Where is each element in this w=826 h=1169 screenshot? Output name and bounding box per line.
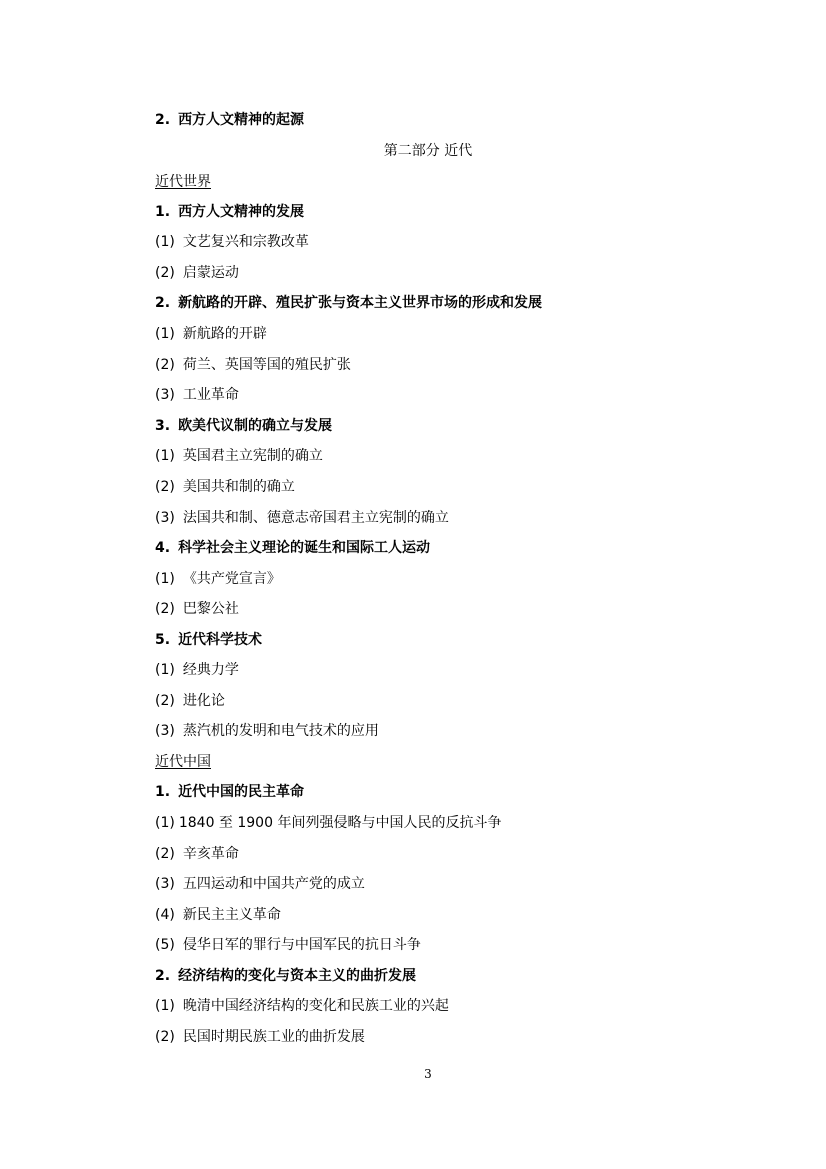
list-item: (1) 《共产党宣言》 bbox=[155, 571, 281, 587]
topic-heading: 2. 经济结构的变化与资本主义的曲折发展 bbox=[155, 968, 417, 984]
topic-heading: 1. 近代中国的民主革命 bbox=[155, 784, 305, 800]
list-item: (2) 巴黎公社 bbox=[155, 601, 239, 617]
list-item: (2) 进化论 bbox=[155, 693, 225, 709]
list-item: (5) 侵华日军的罪行与中国军民的抗日斗争 bbox=[155, 937, 421, 953]
list-item: (2) 荷兰、英国等国的殖民扩张 bbox=[155, 357, 351, 373]
list-item: (3) 工业革命 bbox=[155, 387, 239, 403]
topic-heading: 1. 西方人文精神的发展 bbox=[155, 204, 305, 220]
pre-heading-text: 西方人文精神的起源 bbox=[178, 112, 305, 128]
list-item: (3) 五四运动和中国共产党的成立 bbox=[155, 876, 365, 892]
list-item: (3) 法国共和制、德意志帝国君主立宪制的确立 bbox=[155, 510, 449, 526]
list-item: (1) 晚清中国经济结构的变化和民族工业的兴起 bbox=[155, 998, 449, 1014]
pre-heading-num: 2. bbox=[155, 112, 171, 128]
section-heading-modern-world: 近代世界 bbox=[155, 174, 211, 190]
topic-heading: 2. 新航路的开辟、殖民扩张与资本主义世界市场的形成和发展 bbox=[155, 295, 543, 311]
topic-heading: 5. 近代科学技术 bbox=[155, 632, 263, 648]
list-item: (2) 辛亥革命 bbox=[155, 846, 239, 862]
list-item: (1) 1840 至 1900 年间列强侵略与中国人民的反抗斗争 bbox=[155, 815, 502, 831]
list-item: (1) 英国君主立宪制的确立 bbox=[155, 448, 323, 464]
part-title: 第二部分 近代 bbox=[383, 143, 473, 159]
topic-heading: 3. 欧美代议制的确立与发展 bbox=[155, 418, 333, 434]
section-heading-modern-china: 近代中国 bbox=[155, 754, 211, 770]
list-item: (2) 启蒙运动 bbox=[155, 265, 239, 281]
page-number: 3 bbox=[424, 1067, 432, 1081]
list-item: (3) 蒸汽机的发明和电气技术的应用 bbox=[155, 723, 379, 739]
topic-heading: 4. 科学社会主义理论的诞生和国际工人运动 bbox=[155, 540, 431, 556]
list-item: (1) 文艺复兴和宗教改革 bbox=[155, 234, 309, 250]
list-item: (2) 民国时期民族工业的曲折发展 bbox=[155, 1029, 365, 1045]
list-item: (1) 经典力学 bbox=[155, 662, 239, 678]
list-item: (1) 新航路的开辟 bbox=[155, 326, 267, 342]
pre-heading bbox=[155, 111, 304, 129]
list-item: (2) 美国共和制的确立 bbox=[155, 479, 295, 495]
list-item: (4) 新民主主义革命 bbox=[155, 907, 281, 923]
